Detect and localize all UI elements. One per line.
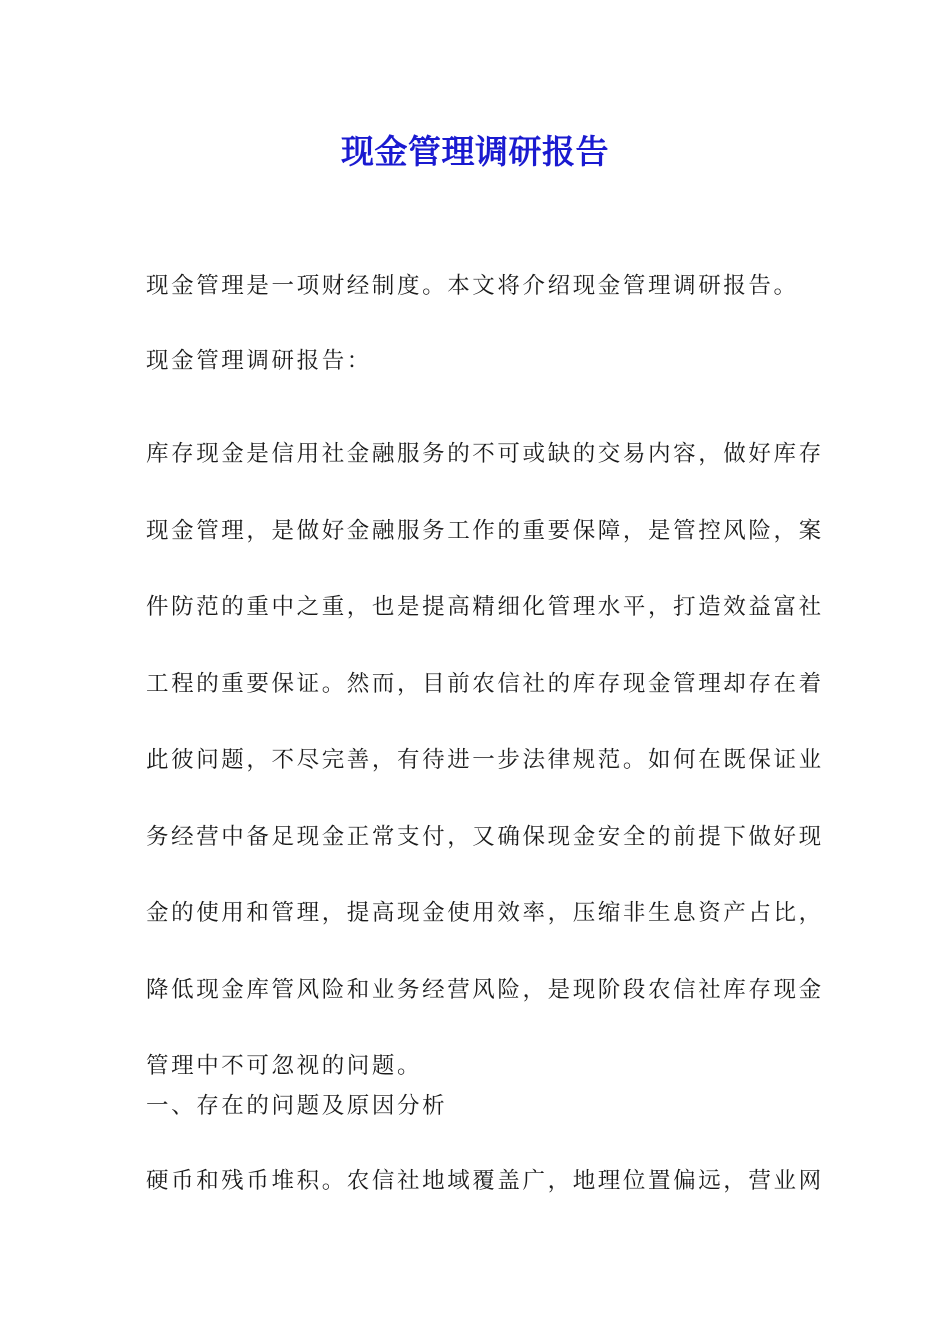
- body-line: 金的使用和管理，提高现金使用效率，压缩非生息资产占比，: [146, 900, 824, 926]
- body-line: 降低现金库管风险和业务经营风险，是现阶段农信社库存现金: [146, 976, 824, 1003]
- intro-paragraph: 现金管理是一项财经制度。本文将介绍现金管理调研报告。: [146, 273, 799, 299]
- body-line: 件防范的重中之重，也是提高精细化管理水平，打造效益富社: [146, 594, 824, 620]
- body-line: 库存现金是信用社金融服务的不可或缺的交易内容，做好库存: [146, 441, 824, 467]
- report-subheading: 现金管理调研报告：: [146, 348, 372, 374]
- section-heading: 一、存在的问题及原因分析: [146, 1093, 448, 1119]
- body-line: 现金管理，是做好金融服务工作的重要保障，是管控风险，案: [146, 517, 824, 544]
- body-line: 管理中不可忽视的问题。: [146, 1053, 423, 1079]
- document-title: 现金管理调研报告: [341, 132, 609, 171]
- body-paragraph: [146, 416, 824, 1105]
- body-line: 务经营中备足现金正常支付，又确保现金安全的前提下做好现: [146, 823, 824, 850]
- section-paragraph: 硬币和残币堆积。农信社地域覆盖广，地理位置偏远，营业网: [146, 1168, 824, 1194]
- body-line: 此彼问题，不尽完善，有待进一步法律规范。如何在既保证业: [146, 747, 824, 773]
- body-line: 工程的重要保证。然而，目前农信社的库存现金管理却存在着: [146, 670, 824, 697]
